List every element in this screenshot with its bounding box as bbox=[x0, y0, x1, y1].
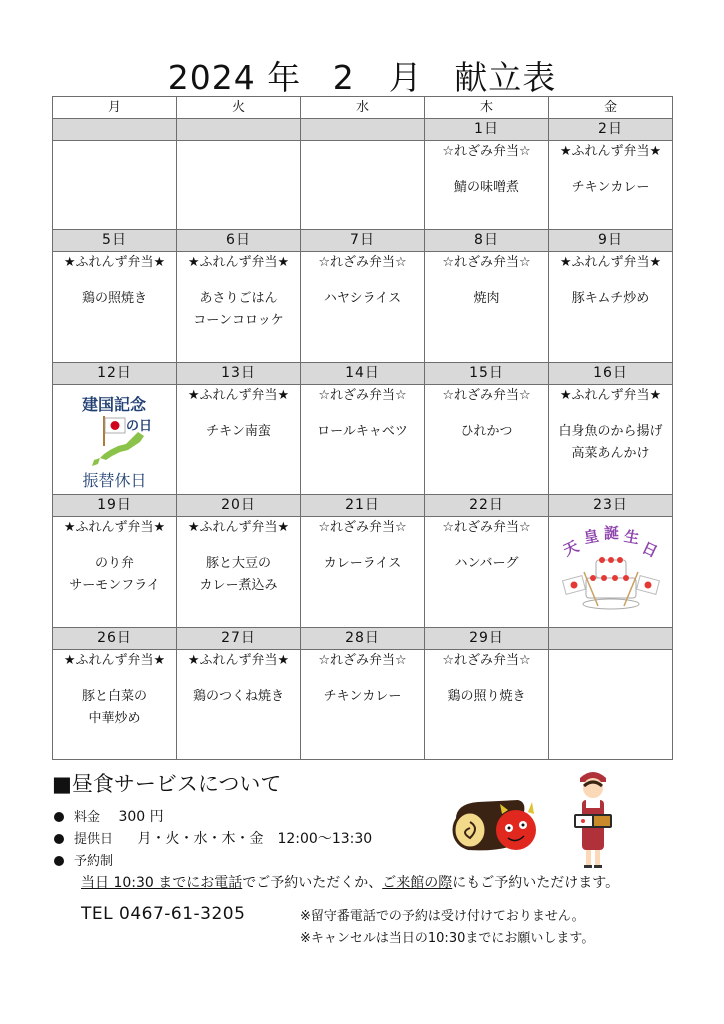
price-value: 300 円 bbox=[118, 809, 164, 825]
menu-calendar bbox=[52, 96, 673, 760]
menu-cell bbox=[425, 252, 549, 363]
date-cell: 2日 bbox=[549, 119, 673, 141]
price-label: 料金 bbox=[74, 810, 101, 825]
bullet-icon bbox=[54, 812, 64, 822]
reservation-label: 予約制 bbox=[74, 854, 114, 869]
reservation-text: にもご予約いただけます。 bbox=[452, 875, 620, 891]
bento-type: ☆れざみ弁当☆ bbox=[318, 653, 407, 668]
svg-text:建国記念: 建国記念 bbox=[81, 394, 146, 414]
date-cell: 28日 bbox=[301, 628, 425, 650]
date-cell: 22日 bbox=[425, 495, 549, 517]
svg-text:誕: 誕 bbox=[603, 524, 619, 542]
bento-type: ☆れざみ弁当☆ bbox=[442, 255, 531, 270]
date-cell: 29日 bbox=[425, 628, 549, 650]
menu-row bbox=[53, 385, 673, 495]
menu-item: チキンカレー bbox=[571, 180, 650, 195]
date-row bbox=[53, 119, 673, 141]
reservation-phone-deadline: 当日 10:30 までにお電話 bbox=[81, 875, 243, 891]
menu-item: ハヤシライス bbox=[323, 291, 402, 306]
menu-item: 豚と白菜の bbox=[81, 689, 147, 704]
bento-type: ☆れざみ弁当☆ bbox=[318, 520, 407, 535]
menu-item: ロールキャベツ bbox=[317, 424, 408, 439]
weekday-mon: 月 bbox=[53, 97, 177, 119]
menu-item: チキン南蛮 bbox=[206, 424, 271, 439]
bento-type: ★ふれんず弁当★ bbox=[559, 255, 662, 270]
date-cell: 23日 bbox=[549, 495, 673, 517]
date-cell bbox=[549, 628, 673, 650]
date-row bbox=[53, 230, 673, 252]
days-label: 提供日 bbox=[74, 832, 114, 847]
menu-row bbox=[53, 650, 673, 760]
weekday-thu: 木 bbox=[425, 97, 549, 119]
bento-type: ★ふれんず弁当★ bbox=[559, 144, 662, 159]
menu-item: カレー煮込み bbox=[199, 578, 278, 593]
menu-cell bbox=[53, 252, 177, 363]
bento-type: ☆れざみ弁当☆ bbox=[442, 388, 531, 403]
note-answering-machine: ※留守番電話での予約は受け付けておりません。 bbox=[300, 909, 585, 924]
weekday-fri: 金 bbox=[549, 97, 673, 119]
menu-cell bbox=[301, 650, 425, 760]
menu-item: 豚キムチ炒め bbox=[571, 291, 650, 306]
menu-cell bbox=[177, 650, 301, 760]
date-cell: 21日 bbox=[301, 495, 425, 517]
menu-item: 鶏の照り焼き bbox=[447, 689, 526, 704]
bento-type: ★ふれんず弁当★ bbox=[187, 520, 290, 535]
bento-type: ★ふれんず弁当★ bbox=[187, 388, 290, 403]
price-line bbox=[54, 806, 164, 826]
holiday-sub-label: 振替休日 bbox=[82, 470, 147, 490]
days-value: 月・火・水・木・金 12:00〜13:30 bbox=[137, 831, 373, 847]
weekday-wed: 水 bbox=[301, 97, 425, 119]
date-cell: 12日 bbox=[53, 363, 177, 385]
menu-cell bbox=[301, 252, 425, 363]
svg-text:天: 天 bbox=[559, 537, 582, 560]
holiday-cell-tenno bbox=[549, 517, 673, 628]
menu-item: 焼肉 bbox=[473, 291, 500, 306]
menu-row bbox=[53, 252, 673, 363]
menu-item: 鶏のつくね焼き bbox=[192, 689, 284, 704]
staff-with-bento-icon bbox=[568, 766, 618, 870]
menu-cell bbox=[53, 517, 177, 628]
date-cell: 19日 bbox=[53, 495, 177, 517]
note-cancel: ※キャンセルは当日の10:30までにお願いします。 bbox=[300, 931, 595, 946]
menu-cell bbox=[549, 385, 673, 495]
reservation-instructions bbox=[81, 872, 619, 892]
menu-cell bbox=[549, 141, 673, 230]
menu-item: コーンコロッケ bbox=[193, 313, 284, 328]
menu-item: ハンバーグ bbox=[454, 556, 519, 571]
menu-item: 中華炒め bbox=[88, 711, 141, 726]
menu-item: 鯖の味噌煮 bbox=[453, 180, 519, 195]
date-cell bbox=[53, 119, 177, 141]
date-cell: 16日 bbox=[549, 363, 673, 385]
menu-cell-empty bbox=[177, 141, 301, 230]
title-label: 献立表 bbox=[454, 58, 557, 97]
menu-item: 鶏の照焼き bbox=[81, 291, 147, 306]
date-cell: 8日 bbox=[425, 230, 549, 252]
svg-text:の日: の日 bbox=[125, 418, 152, 434]
title-month: 2 月 bbox=[332, 58, 423, 97]
menu-cell bbox=[177, 517, 301, 628]
svg-text:皇: 皇 bbox=[581, 526, 600, 547]
menu-item: チキンカレー bbox=[323, 689, 402, 704]
bullet-icon bbox=[54, 856, 64, 866]
date-row bbox=[53, 495, 673, 517]
date-cell: 6日 bbox=[177, 230, 301, 252]
menu-cell bbox=[425, 385, 549, 495]
date-cell: 14日 bbox=[301, 363, 425, 385]
menu-item: ひれかつ bbox=[460, 424, 513, 439]
menu-item: のり弁 bbox=[94, 556, 134, 571]
menu-cell bbox=[425, 141, 549, 230]
menu-cell-empty bbox=[53, 141, 177, 230]
bento-type: ★ふれんず弁当★ bbox=[63, 653, 166, 668]
weekday-tue: 火 bbox=[177, 97, 301, 119]
date-cell: 20日 bbox=[177, 495, 301, 517]
date-cell: 1日 bbox=[425, 119, 549, 141]
menu-cell bbox=[425, 650, 549, 760]
date-cell: 5日 bbox=[53, 230, 177, 252]
menu-cell bbox=[549, 252, 673, 363]
date-cell: 27日 bbox=[177, 628, 301, 650]
emperor-birthday-cake-icon bbox=[556, 520, 666, 620]
tel-number: TEL 0467-61-3205 bbox=[81, 904, 246, 924]
menu-cell bbox=[301, 385, 425, 495]
bento-type: ★ふれんず弁当★ bbox=[187, 653, 290, 668]
menu-item: 白身魚のから揚げ bbox=[558, 424, 663, 439]
bento-type: ★ふれんず弁当★ bbox=[63, 255, 166, 270]
bento-type: ★ふれんず弁当★ bbox=[559, 388, 662, 403]
kenkoku-kinen-illustration bbox=[60, 388, 170, 492]
date-cell: 7日 bbox=[301, 230, 425, 252]
bento-type: ☆れざみ弁当☆ bbox=[442, 653, 531, 668]
menu-item: サーモンフライ bbox=[69, 578, 160, 593]
menu-row bbox=[53, 517, 673, 628]
date-row bbox=[53, 628, 673, 650]
menu-item: あさりごはん bbox=[199, 291, 278, 306]
menu-cell-empty bbox=[549, 650, 673, 760]
menu-cell bbox=[177, 252, 301, 363]
bento-type: ★ふれんず弁当★ bbox=[187, 255, 290, 270]
svg-text:生: 生 bbox=[622, 527, 641, 548]
bento-type: ☆れざみ弁当☆ bbox=[442, 520, 531, 535]
date-row bbox=[53, 363, 673, 385]
menu-cell bbox=[53, 650, 177, 760]
service-days-line bbox=[54, 828, 372, 848]
page-title bbox=[0, 52, 724, 99]
menu-item: 豚と大豆の bbox=[205, 556, 271, 571]
title-year: 2024 年 bbox=[167, 58, 302, 97]
bento-type: ☆れざみ弁当☆ bbox=[318, 388, 407, 403]
menu-cell bbox=[301, 517, 425, 628]
date-cell bbox=[301, 119, 425, 141]
bento-type: ★ふれんず弁当★ bbox=[63, 520, 166, 535]
japan-map-flag-icon bbox=[60, 388, 170, 468]
bento-type: ☆れざみ弁当☆ bbox=[442, 144, 531, 159]
menu-cell bbox=[177, 385, 301, 495]
date-cell bbox=[177, 119, 301, 141]
reservation-text: でご予約いただくか、 bbox=[242, 875, 383, 891]
bento-type: ☆れざみ弁当☆ bbox=[318, 255, 407, 270]
lunch-service-heading: ■昼食サービスについて bbox=[52, 772, 282, 796]
holiday-cell-kenkoku bbox=[53, 385, 177, 495]
menu-cell bbox=[425, 517, 549, 628]
menu-item: 高菜あんかけ bbox=[571, 446, 650, 461]
weekday-header-row bbox=[53, 97, 673, 119]
roll-cake-oni-icon bbox=[448, 792, 548, 856]
bullet-icon bbox=[54, 834, 64, 844]
reservation-line bbox=[54, 850, 113, 869]
svg-text:日: 日 bbox=[638, 538, 660, 562]
reservation-visit: ご来館の際 bbox=[382, 875, 453, 891]
date-cell: 13日 bbox=[177, 363, 301, 385]
date-cell: 26日 bbox=[53, 628, 177, 650]
date-cell: 15日 bbox=[425, 363, 549, 385]
menu-row bbox=[53, 141, 673, 230]
date-cell: 9日 bbox=[549, 230, 673, 252]
menu-item: カレーライス bbox=[323, 556, 402, 571]
menu-cell-empty bbox=[301, 141, 425, 230]
